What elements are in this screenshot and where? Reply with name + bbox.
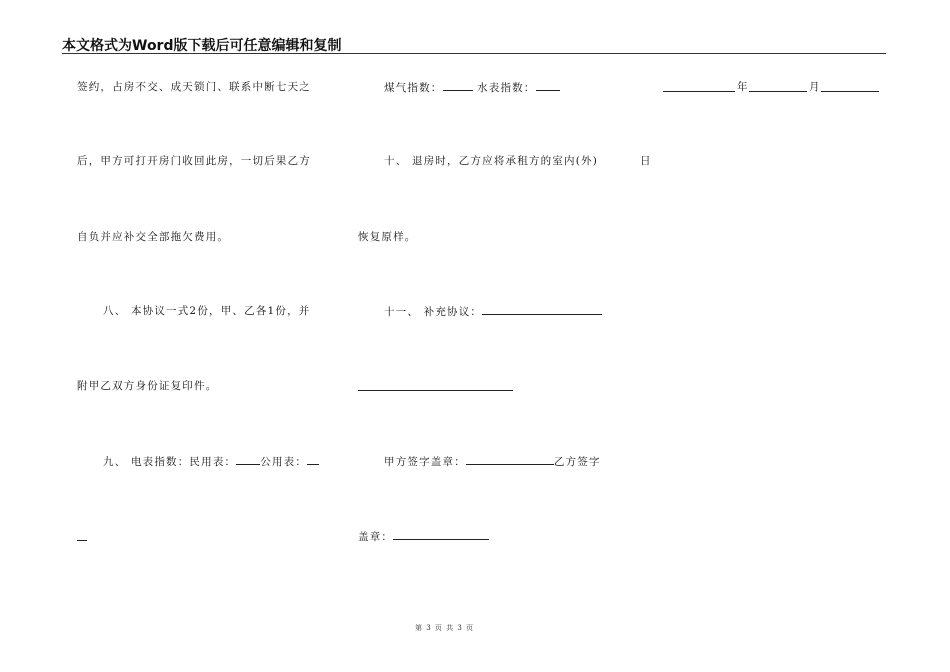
document-header-title: 本文格式为Word版下载后可任意编辑和复制 xyxy=(62,38,342,54)
supplementary-label: 十一、 补充协议： xyxy=(384,306,483,318)
party-a-sign-label: 甲方签字盖章： xyxy=(384,456,466,468)
col2-line-3: 恢复原样。 xyxy=(358,231,417,243)
col1-line-4: 八、 本协议一式2份，甲、乙各1份，并 xyxy=(103,305,311,317)
supplementary-blank xyxy=(482,305,602,315)
col1-line-3: 自负并应补交全部拖欠费用。 xyxy=(77,231,230,243)
water-meter-label: 水表指数： xyxy=(477,82,536,94)
col2-line-6 xyxy=(384,455,601,468)
month-blank xyxy=(749,91,807,92)
electric-meter-label: 九、 电表指数：民用表： xyxy=(103,456,237,468)
day-label: 日 xyxy=(640,155,652,167)
public-meter-label: 公用表： xyxy=(260,456,308,468)
col1-line-5: 附甲乙双方身份证复印件。 xyxy=(77,380,218,392)
col1-line-6 xyxy=(103,455,319,468)
year-label: 年 xyxy=(737,81,749,93)
gas-meter-label: 煤气指数： xyxy=(384,82,443,94)
civil-meter-blank xyxy=(236,455,260,465)
public-meter-blank-continued xyxy=(77,540,87,541)
gas-meter-blank xyxy=(443,81,473,91)
party-b-sign-label: 乙方签字 xyxy=(553,456,601,468)
col1-line-2: 后，甲方可打开房门收回此房，一切后果乙方 xyxy=(77,155,311,167)
col2-line-7 xyxy=(358,530,489,543)
header-divider xyxy=(62,53,886,54)
page-number: 第 3 页 共 3 页 xyxy=(415,624,475,632)
col2-line-2: 十、 退房时，乙方应将承租方的室内(外) xyxy=(384,155,599,167)
public-meter-blank xyxy=(307,455,319,465)
month-label: 月 xyxy=(809,81,821,93)
party-a-sign-blank xyxy=(466,455,554,465)
col2-line-4 xyxy=(384,305,602,318)
col2-line-1 xyxy=(384,81,560,94)
day-blank xyxy=(821,91,879,92)
col1-line-1: 签约，占房不交、成天锁门、联系中断七天之 xyxy=(77,81,311,93)
seal-blank xyxy=(393,530,489,540)
seal-label: 盖章： xyxy=(358,531,394,543)
supplementary-blank-line-2 xyxy=(358,390,513,391)
water-meter-blank xyxy=(536,81,560,91)
year-blank xyxy=(663,91,735,92)
